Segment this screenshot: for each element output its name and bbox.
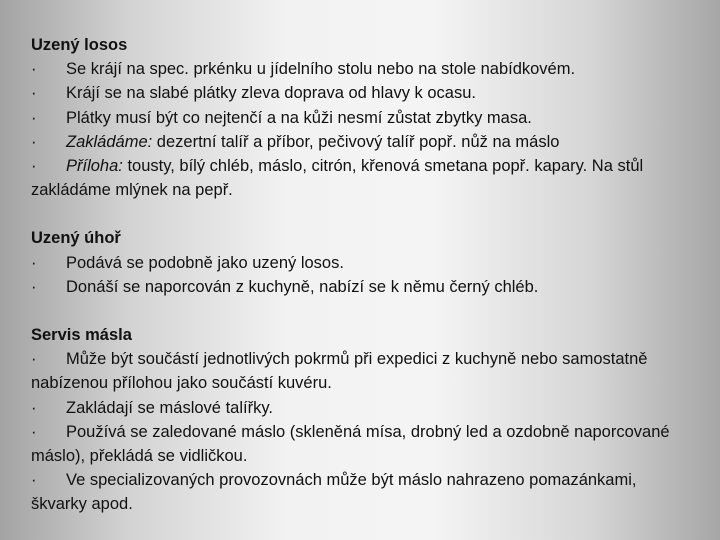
bullet-dot: · — [31, 108, 37, 127]
item-text: Používá se zaledované máslo (skleněná mísa, drobný led a ozdobně naporcované máslo), překládá se vidličkou. — [31, 422, 670, 466]
bullet-item — [31, 57, 691, 81]
item-text: Podává se podobně jako uzený losos. — [66, 253, 344, 272]
bullet-dot: · — [31, 253, 37, 272]
bullet-item — [31, 468, 691, 516]
bullet-item — [31, 154, 691, 202]
bullet-item — [31, 106, 691, 130]
item-text: Zakládají se máslové talířky. — [66, 398, 273, 417]
item-text: dezertní talíř a příbor, pečivový talíř popř. nůž na máslo — [152, 132, 560, 151]
bullet-item — [31, 396, 691, 420]
bullet-dot: · — [31, 471, 37, 490]
item-prefix: Příloha: — [66, 157, 123, 176]
section-uzeny-losos — [31, 33, 691, 202]
bullet-dot: · — [31, 132, 37, 151]
section-uzeny-uhor — [31, 226, 691, 299]
item-text: Ve specializovaných provozovnách může být máslo nahrazeno pomazánkami, škvarky apod. — [31, 471, 637, 514]
item-text: Plátky musí být co nejtenčí a na kůži nesmí zůstat zbytky masa. — [66, 108, 532, 127]
bullet-dot: · — [31, 84, 37, 103]
section-servis-masla — [31, 323, 691, 517]
slide-content — [31, 33, 691, 517]
bullet-item — [31, 275, 691, 299]
item-text: tousty, bílý chléb, máslo, citrón, křenová smetana popř. kapary. Na stůl zakládáme mlýnek na pepř. — [31, 157, 644, 200]
item-text: Se krájí na spec. prkénku u jídelního stolu nebo na stole nabídkovém. — [66, 60, 576, 79]
bullet-dot: · — [31, 422, 37, 441]
item-text: Donáší se naporcován z kuchyně, nabízí se k němu černý chléb. — [66, 277, 539, 296]
bullet-item — [31, 81, 691, 105]
section-title: Uzený losos — [31, 36, 128, 54]
item-prefix: Zakládáme: — [66, 132, 153, 151]
bullet-dot: · — [31, 60, 37, 79]
item-text: Krájí se na slabé plátky zleva doprava od hlavy k ocasu. — [66, 84, 476, 103]
bullet-dot: · — [31, 277, 37, 296]
bullet-item — [31, 130, 691, 154]
bullet-dot: · — [31, 157, 37, 176]
section-title: Servis másla — [31, 326, 132, 345]
bullet-dot: · — [31, 398, 37, 417]
section-title: Uzený úhoř — [31, 229, 121, 248]
bullet-item — [31, 251, 691, 275]
bullet-item — [31, 420, 691, 468]
item-text: Může být součástí jednotlivých pokrmů při expedici z kuchyně nebo samostatně nabízenou přílohou jako součástí kuvéru. — [31, 350, 648, 393]
bullet-dot: · — [31, 350, 37, 369]
bullet-item — [31, 347, 691, 395]
